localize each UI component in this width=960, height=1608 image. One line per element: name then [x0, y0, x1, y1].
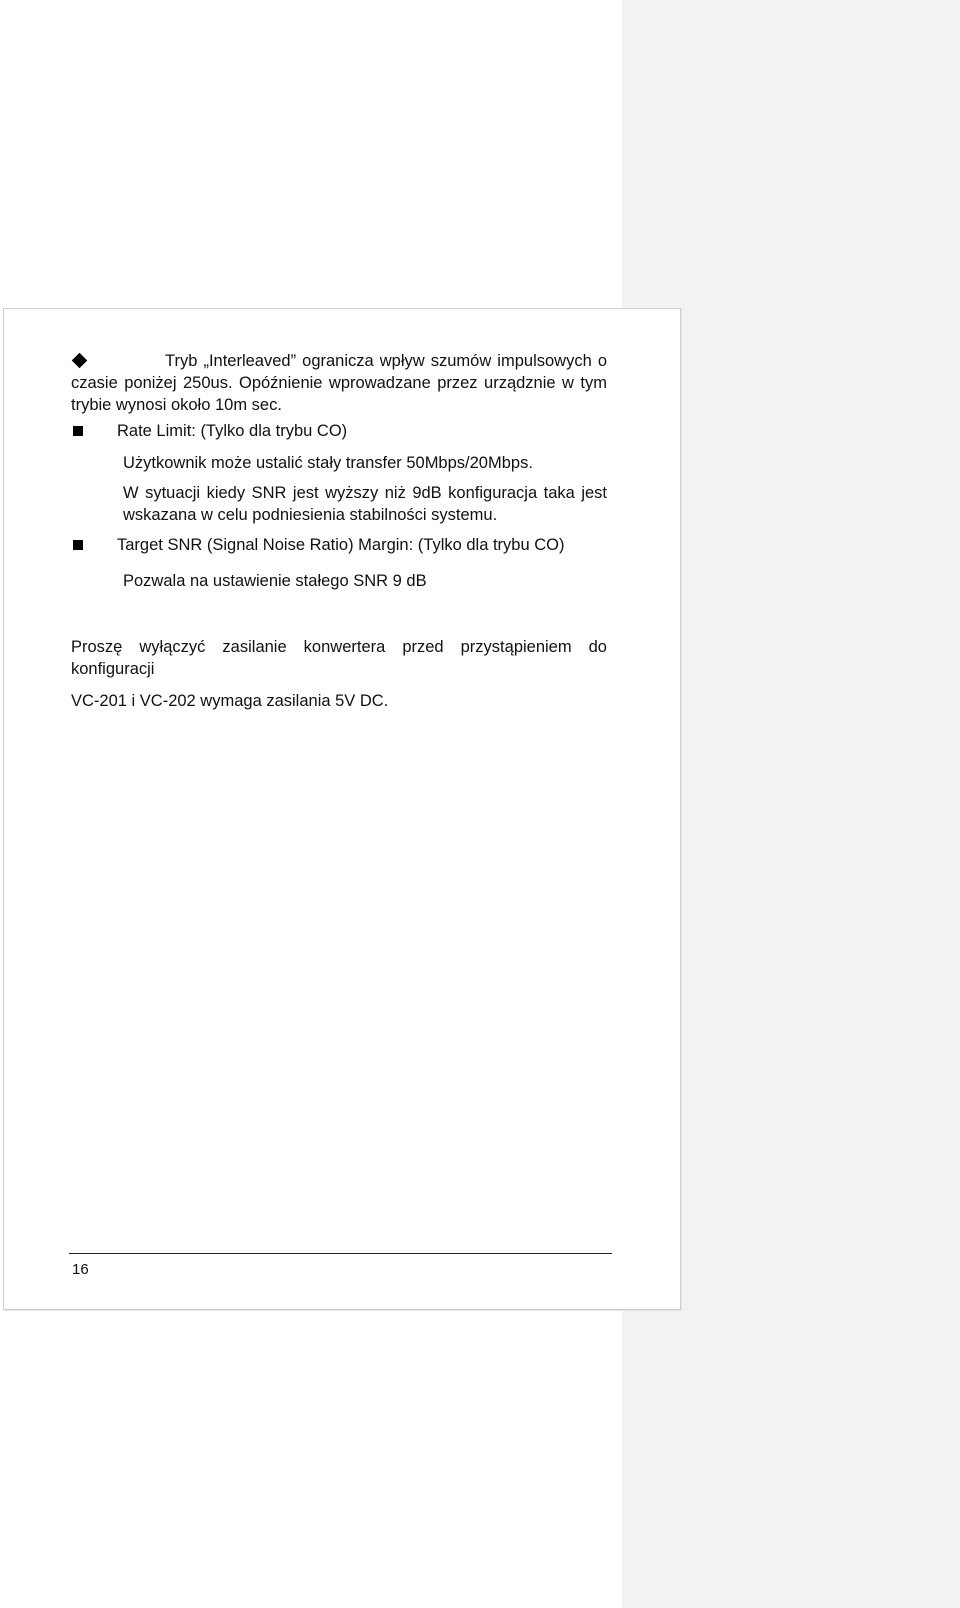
diamond-bullet-icon	[72, 353, 88, 369]
square-bullet-icon	[73, 426, 83, 436]
snr-note: W sytuacji kiedy SNR jest wyższy niż 9dB konfiguracja taka jest wskazana w celu podniesienia stabilności systemu.	[123, 484, 607, 524]
rate-limit-heading-text: Rate Limit: (Tylko dla trybu CO)	[117, 422, 348, 440]
page-content	[71, 350, 607, 712]
rate-limit-heading	[71, 420, 607, 442]
document-page	[3, 308, 681, 1310]
rate-limit-description: Użytkownik może ustalić stały transfer 50Mbps/20Mbps.	[123, 454, 533, 472]
target-snr-heading-text: Target SNR (Signal Noise Ratio) Margin: (Tylko dla trybu CO)	[117, 536, 565, 554]
page-number: 16	[72, 1261, 89, 1278]
square-bullet-icon	[73, 540, 83, 550]
power-off-note: Proszę wyłączyć zasilanie konwertera przed przystąpieniem do konfiguracji	[71, 638, 607, 678]
interleaved-text: Tryb „Interleaved” ogranicza wpływ szumów impulsowych o czasie poniżej 250us. Opóźnienie wprowadzane przez urządznie w tym trybie wynosi około 10m sec.	[71, 352, 607, 414]
footer-divider	[69, 1253, 612, 1254]
interleaved-paragraph	[71, 350, 607, 416]
target-snr-heading	[71, 534, 607, 556]
power-supply-note: VC-201 i VC-202 wymaga zasilania 5V DC.	[71, 692, 389, 710]
target-snr-description: Pozwala na ustawienie stałego SNR 9 dB	[123, 572, 427, 590]
